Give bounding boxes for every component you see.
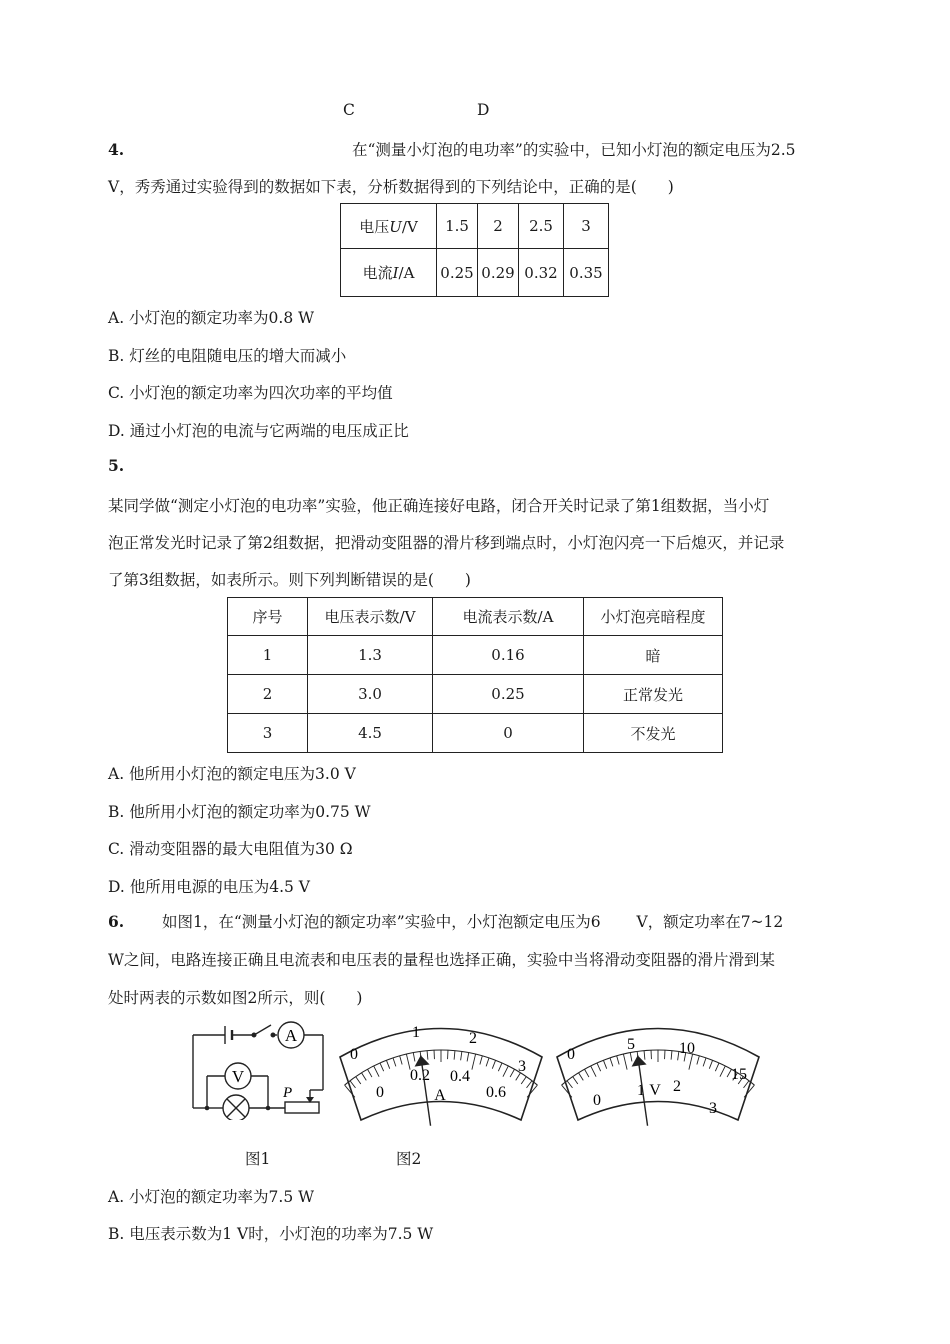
voltmeter-scale-tick [623, 1054, 627, 1070]
voltmeter-scale-tick [579, 1073, 584, 1081]
ammeter-scale-tick [521, 1077, 526, 1084]
voltmeter-scale-tick [703, 1058, 706, 1067]
voltage-cell: 3 [564, 204, 609, 249]
voltmeter-scale-tick [585, 1069, 589, 1077]
question-6-stem-line2: W之间，电路连接正确且电流表和电压表的量程也选择正确，实验中当将滑动变阻器的滑片滑到某 [108, 951, 775, 969]
ammeter-dial [336, 1015, 546, 1130]
circuit-diagram [185, 1015, 335, 1120]
ammeter-inner-tick-label: 0.2 [410, 1067, 430, 1084]
question-5-stem-line1: 某同学做“测定小灯泡的电功率”实验，他正确连接好电路，闭合开关时记录了第1组数据，当小灯 [108, 497, 770, 515]
voltmeter-inner-tick-label: 0 [593, 1092, 601, 1109]
table-cell: 不发光 [584, 714, 723, 753]
question-5-number: 5. [108, 456, 125, 475]
voltage-cell: 2.5 [519, 204, 564, 249]
question-5-option-c: C. 滑动变阻器的最大电阻值为30 Ω [108, 840, 353, 858]
ammeter-scale-tick [380, 1063, 384, 1071]
figure-1-caption: 图1 [245, 1150, 271, 1168]
ammeter-scale-tick [413, 1053, 415, 1062]
ammeter-scale-tick [461, 1051, 462, 1060]
voltmeter-scale-tick [573, 1077, 578, 1084]
ammeter-scale-tick [374, 1066, 379, 1077]
question-4-number: 4. [108, 140, 125, 159]
voltmeter-scale-tick [603, 1060, 606, 1068]
table-cell: 正常发光 [584, 675, 723, 714]
current-row-label: 电流I/A [341, 249, 437, 297]
header-cell: 电压表示数/V [308, 598, 433, 636]
question-6-number: 6. [108, 912, 125, 931]
table-cell: 0.16 [433, 636, 584, 675]
ammeter-inner-tick-label: 0 [376, 1084, 384, 1101]
ammeter-scale-tick [492, 1060, 495, 1068]
voltmeter-scale-tick [720, 1066, 725, 1077]
current-row [341, 249, 609, 297]
ammeter-outer-tick-label: 0 [350, 1046, 358, 1063]
question-6-option-b: B. 电压表示数为1 V时，小灯泡的功率为7.5 W [108, 1225, 434, 1243]
ammeter-scale-tick [480, 1056, 482, 1065]
header-cell: 电流表示数/A [433, 598, 584, 636]
ammeter-scale-tick [362, 1073, 367, 1081]
table-cell: 1 [228, 636, 308, 675]
ammeter-inner-tick-label: 0.4 [450, 1068, 470, 1085]
ammeter-scale-tick [486, 1058, 489, 1067]
voltmeter-scale-tick [567, 1081, 572, 1088]
table-cell: 3 [228, 714, 308, 753]
question-6-stem-line3: 处时两表的示数如图2所示，则( ) [108, 989, 363, 1007]
ammeter-scale-tick [393, 1058, 396, 1067]
figure-2-caption: 图2 [396, 1150, 422, 1168]
voltmeter-scale-tick [617, 1056, 619, 1065]
table-cell: 3.0 [308, 675, 433, 714]
ammeter-scale-tick [386, 1060, 389, 1068]
ammeter-unit-label: A [434, 1087, 446, 1104]
voltage-row-label: 电压U/V [341, 204, 437, 249]
ammeter-scale-tick [503, 1066, 508, 1077]
ammeter-scale-tick [510, 1069, 514, 1077]
voltmeter-outer-tick-label: 5 [627, 1036, 635, 1053]
voltmeter-scale-tick [671, 1051, 672, 1060]
current-cell: 0.32 [519, 249, 564, 297]
header-cell: 小灯泡亮暗程度 [584, 598, 723, 636]
table-cell: 2 [228, 675, 308, 714]
question-4-option-c: C. 小灯泡的额定功率为四次功率的平均值 [108, 384, 393, 402]
voltmeter-outer-tick-label: 0 [567, 1046, 575, 1063]
question-5-option-a: A. 他所用小灯泡的额定电压为3.0 V [108, 765, 356, 783]
ammeter-scale-tick [368, 1069, 372, 1077]
ammeter-scale-tick [454, 1051, 455, 1060]
question-4-stem-line2: V，秀秀通过实验得到的数据如下表，分析数据得到的下列结论中，正确的是( ) [108, 178, 674, 196]
ammeter-scale-tick [498, 1063, 502, 1071]
voltage-cell: 1.5 [437, 204, 478, 249]
ammeter-scale-tick [350, 1081, 355, 1088]
current-cell: 0.35 [564, 249, 609, 297]
voltmeter-dial [553, 1015, 763, 1160]
ammeter-scale-tick [467, 1053, 469, 1062]
voltmeter-inner-tick-label: 3 [709, 1100, 717, 1117]
question-4-option-d: D. 通过小灯泡的电流与它两端的电压成正比 [108, 422, 409, 440]
voltage-cell: 2 [478, 204, 519, 249]
ammeter-outer-tick-label: 2 [469, 1030, 477, 1047]
question-5-data-table [227, 597, 723, 753]
ammeter-scale-tick [400, 1056, 402, 1065]
question-4-data-table [340, 203, 609, 297]
ammeter-needle [421, 1055, 431, 1125]
question-5-option-d: D. 他所用电源的电压为4.5 V [108, 878, 311, 896]
question-4-option-a: A. 小灯泡的额定功率为0.8 W [108, 309, 315, 327]
ammeter-outer-tick-label: 3 [518, 1058, 526, 1075]
table-cell: 0 [433, 714, 584, 753]
table-cell: 1.3 [308, 636, 433, 675]
table-row [228, 636, 723, 675]
ammeter-scale-tick [472, 1054, 476, 1070]
option-d-label: D [477, 101, 490, 119]
voltmeter-unit-label: V [649, 1082, 661, 1099]
voltmeter-inner-tick-label: 2 [673, 1078, 681, 1095]
question-5-stem-line2: 泡正常发光时记录了第2组数据，把滑动变阻器的滑片移到端点时，小灯泡闪亮一下后熄灭，并记录 [108, 534, 785, 552]
table-row [228, 675, 723, 714]
current-cell: 0.29 [478, 249, 519, 297]
ammeter-inner-tick-label: 0.6 [486, 1084, 506, 1101]
table-row [228, 714, 723, 753]
question-5-option-b: B. 他所用小灯泡的额定功率为0.75 W [108, 803, 371, 821]
voltmeter-scale-tick [715, 1063, 719, 1071]
voltmeter-scale-tick [709, 1060, 712, 1068]
ammeter-scale-tick [427, 1051, 428, 1060]
voltmeter-outer-tick-label: 15 [731, 1066, 747, 1083]
table-cell: 4.5 [308, 714, 433, 753]
ammeter-outer-tick-label: 1 [412, 1024, 420, 1041]
voltmeter-scale-tick [597, 1063, 601, 1071]
table-cell: 0.25 [433, 675, 584, 714]
current-cell: 0.25 [437, 249, 478, 297]
voltage-row [341, 204, 609, 249]
voltmeter-outer-tick-label: 10 [679, 1040, 695, 1057]
question-5-stem-line3: 了第3组数据，如表所示。则下列判断错误的是( ) [108, 571, 471, 589]
ammeter-scale-tick [527, 1081, 532, 1088]
option-c-label: C [343, 101, 355, 119]
voltmeter-scale-tick [610, 1058, 613, 1067]
voltmeter-scale-tick [697, 1056, 699, 1065]
question-6-stem-line1: 如图1，在“测量小灯泡的额定功率”实验中，小灯泡额定电压为6 V，额定功率在7~12 [162, 913, 784, 931]
switch-blade [254, 1025, 271, 1035]
slider-label: P [283, 1085, 293, 1101]
table-header-row [228, 598, 723, 636]
question-4-option-b: B. 灯丝的电阻随电压的增大而减小 [108, 347, 347, 365]
voltmeter-scale-tick [630, 1053, 632, 1062]
voltmeter-symbol: V [231, 1067, 245, 1086]
header-cell: 序号 [228, 598, 308, 636]
ammeter-symbol: A [284, 1026, 298, 1045]
voltmeter-scale-tick [591, 1066, 596, 1077]
voltmeter-scale-tick [644, 1051, 645, 1060]
ammeter-scale-tick [356, 1077, 361, 1084]
question-6-option-a: A. 小灯泡的额定功率为7.5 W [108, 1188, 315, 1206]
table-cell: 暗 [584, 636, 723, 675]
question-4-stem-line1: 在“测量小灯泡的电功率”的实验中，已知小灯泡的额定电压为2.5 [352, 141, 796, 159]
voltmeter-inner-tick-label: 1 [637, 1082, 645, 1099]
